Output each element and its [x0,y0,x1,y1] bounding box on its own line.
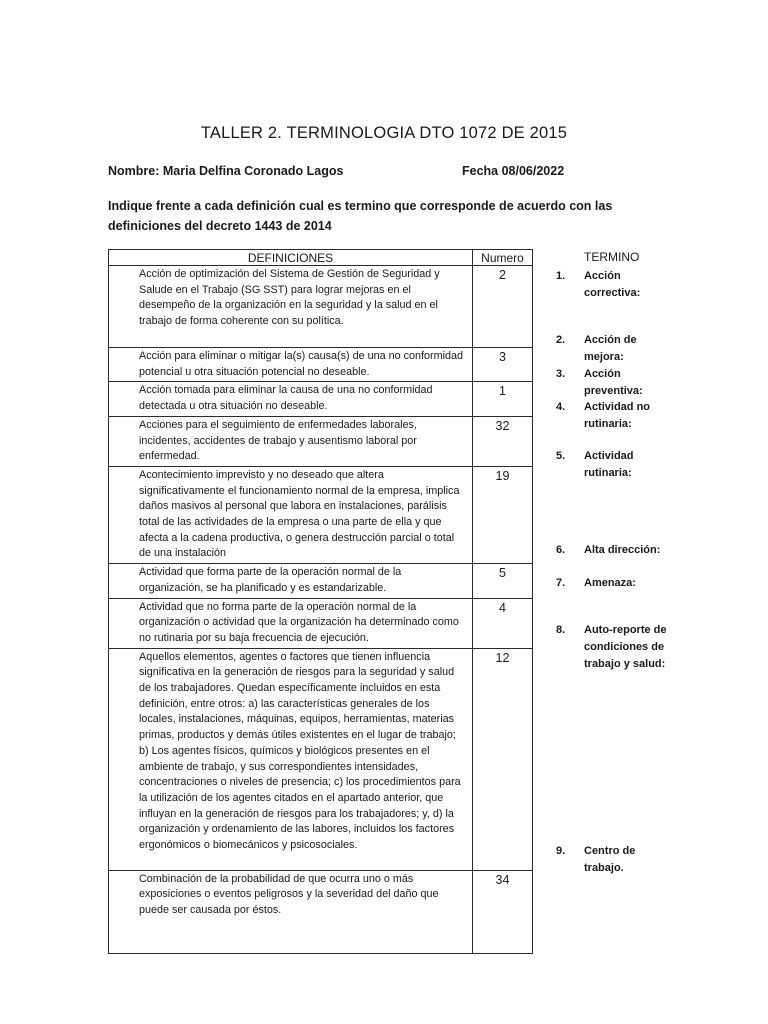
number-cell: 34 [473,870,533,953]
number-cell: 5 [473,564,533,598]
term-label: Actividad no rutinaria: [584,401,651,430]
table-header-row [109,250,533,266]
table-row [109,466,533,563]
term-number: 5. [556,450,566,462]
terms-header: TERMINO [584,250,640,264]
term-label: Auto-reporte de condiciones de trabajo y salud: [584,624,667,670]
term-item [556,843,654,877]
student-name: Nombre: Maria Delfina Coronado Lagos [108,164,344,178]
instructions: Indique frente a cada definición cual es termino que corresponde de acuerdo con las definiciones del decreto 1443 de 2014 [108,199,613,233]
number-cell: 12 [473,648,533,870]
term-label: Acción preventiva: [584,368,643,397]
table-row [109,348,533,382]
table-row [109,416,533,466]
definitions-table [108,249,533,954]
term-label: Alta dirección: [584,544,661,556]
number-cell: 4 [473,598,533,648]
date: Fecha 08/06/2022 [462,164,565,178]
definition-cell: Acontecimiento imprevisto y no deseado que altera significativamente el funcionamiento normal de la empresa, implica daños masivos al personal que labora en instalaciones, parálisis total de las actividades de la empresa o una parte de ella y que afecta a la cadena productiva, o genera destrucción parcial o total de una instalación [109,466,473,563]
table-row [109,382,533,416]
term-number: 2. [556,334,566,346]
number-cell: 2 [473,266,533,348]
term-number: 3. [556,368,566,380]
table-row [109,648,533,870]
number-header: Numero [473,250,533,266]
number-cell: 32 [473,416,533,466]
definition-cell: Aquellos elementos, agentes o factores que tienen influencia significativa en la generación de riesgos para la seguridad y salud de los trabajadores. Quedan específicamente incluidos en esta definición, entre otros: a) las características generales de los locales, instalaciones, máquinas, equipos, herramientas, materias primas, productos y demás útiles existentes en el lugar de trabajo; b) Los agentes físicos, químicos y biológicos presentes en el ambiente de trabajo, y sus correspondientes intensidades, concentraciones o niveles de presencia; c) los procedimientos para la utilización de los agentes citados en el apartado anterior, que influyan en la generación de riesgos para los trabajadores; y, d) la organización y ordenamiento de las labores, incluidos los factores ergonómicos o biomecánicos y psicosociales. [109,648,473,870]
term-label: Acción correctiva: [584,270,641,299]
table-row [109,870,533,953]
term-item [556,366,676,400]
term-item [556,448,676,482]
definition-cell: Acción de optimización del Sistema de Gestión de Seguridad y Salude en el Trabajo (SG SST) para lograr mejoras en el desempeño de la organización en la seguridad y la salud en el trabajo de forma coherente con su política. [109,266,473,348]
term-item [556,575,676,592]
number-cell: 19 [473,466,533,563]
term-number: 1. [556,270,566,282]
table-row [109,598,533,648]
term-number: 4. [556,401,566,413]
term-label: Acción de mejora: [584,334,637,363]
number-cell: 3 [473,348,533,382]
definition-cell: Acciones para el seguimiento de enfermedades laborales, incidentes, accidentes de trabajo y ausentismo laboral por enfermedad. [109,416,473,466]
definition-cell: Combinación de la probabilidad de que ocurra uno o más exposiciones o eventos peligrosos y la severidad del daño que puede ser causada por éstos. [109,870,473,953]
term-number: 7. [556,577,566,589]
term-item [556,332,676,366]
definition-cell: Actividad que no forma parte de la operación normal de la organización o actividad que la organización ha determinado como no rutinaria por su baja frecuencia de ejecución. [109,598,473,648]
term-label: Amenaza: [584,577,636,589]
term-number: 8. [556,624,566,636]
term-item [556,542,724,559]
definition-cell: Acción para eliminar o mitigar la(s) causa(s) de una no conformidad potencial u otra situación potencial no deseable. [109,348,473,382]
term-item [556,268,676,302]
term-label: Actividad rutinaria: [584,450,634,479]
term-number: 6. [556,544,566,556]
definition-cell: Actividad que forma parte de la operación normal de la organización, se ha planificado y es estandarizable. [109,564,473,598]
definitions-header: DEFINICIONES [109,250,473,266]
page-title: TALLER 2. TERMINOLOGIA DTO 1072 DE 2015 [200,124,568,142]
table-row [109,266,533,348]
term-label: Centro de trabajo. [584,845,636,874]
table-row [109,564,533,598]
definition-cell: Acción tomada para eliminar la causa de una no conformidad detectada u otra situación no deseable. [109,382,473,416]
term-item [556,622,674,673]
term-item [556,399,676,433]
number-cell: 1 [473,382,533,416]
term-number: 9. [556,845,566,857]
